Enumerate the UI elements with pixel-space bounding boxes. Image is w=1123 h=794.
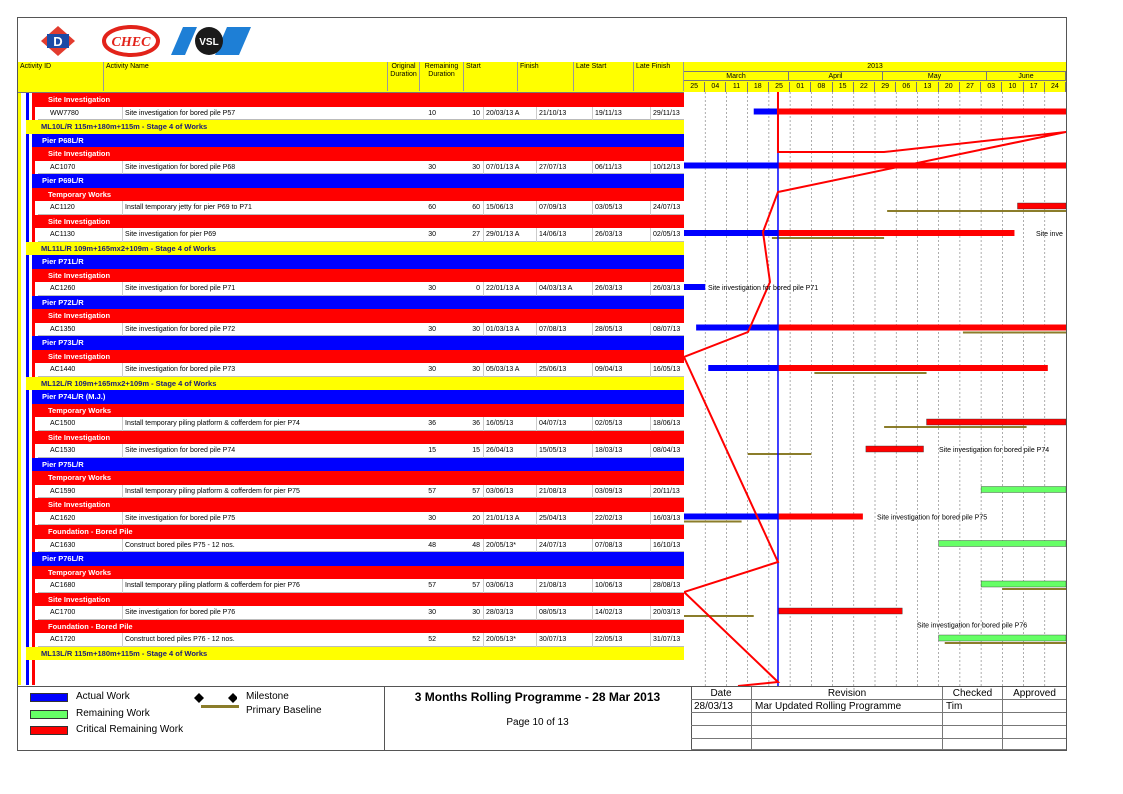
legend-actual-swatch <box>30 693 68 702</box>
activity-id: AC1590 <box>50 487 76 495</box>
col-late-start[interactable]: Late Start <box>574 62 634 91</box>
timescale-week: 13 <box>917 82 938 92</box>
actual-work-bar <box>684 163 778 169</box>
milestone-icon <box>193 693 237 703</box>
activity-id: AC1260 <box>50 285 76 292</box>
critical-work-bar <box>778 365 1048 371</box>
baseline-bar <box>1002 588 1066 590</box>
late-finish: 24/07/13 <box>650 201 705 215</box>
start-date: 20/05/13* <box>483 539 538 553</box>
late-finish: 18/06/13 <box>650 417 705 431</box>
activity-name: Site investigation for bored pile P73 <box>122 363 415 377</box>
late-start: 28/05/13 <box>592 323 651 337</box>
critical-work-bar <box>778 230 1014 236</box>
legend-remaining-label: Remaining Work <box>76 708 150 719</box>
late-start: 26/03/13 <box>592 282 651 296</box>
legend-critical-label: Critical Remaining Work <box>76 724 184 735</box>
rev-cell-empty <box>943 713 1003 726</box>
timescale-week: 29 <box>875 82 896 92</box>
rev-cell-empty <box>1003 726 1066 739</box>
start-date: 16/05/13 <box>483 417 538 431</box>
finish-date: 07/09/13 <box>536 201 593 215</box>
activity-id: AC1130 <box>50 231 75 238</box>
late-finish: 10/12/13 <box>650 161 705 175</box>
late-finish: 29/11/13 <box>650 107 705 121</box>
activity-id: AC1620 <box>50 514 76 522</box>
actual-work-bar <box>684 514 778 520</box>
activity-name: Site investigation for bored pile P57 <box>122 107 415 121</box>
remaining-duration: 15 <box>472 447 480 454</box>
late-start: 19/11/13 <box>592 107 651 121</box>
late-start: 03/09/13 <box>592 485 651 499</box>
wbs-band[interactable]: ML10L/R 115m+180m+115m - Stage 4 of Works <box>26 120 684 134</box>
legend <box>18 686 385 750</box>
remaining-duration: 27 <box>472 231 480 238</box>
late-finish: 02/05/13 <box>650 228 705 242</box>
critical-work-bar <box>778 608 902 614</box>
bar-label: Site investigation for bored pile P74 <box>939 447 1050 454</box>
rev-cell-empty <box>752 713 943 726</box>
timescale-week: 15 <box>833 82 854 92</box>
activity-name: Construct bored piles P76 - 12 nos. <box>122 633 415 647</box>
actual-work-bar <box>708 365 778 371</box>
remaining-work-bar <box>939 541 1066 547</box>
start-date: 20/05/13* <box>483 633 538 647</box>
late-start: 02/05/13 <box>592 417 651 431</box>
wbs-band[interactable]: Temporary Works <box>32 566 684 580</box>
activity-name: Install temporary jetty for pier P69 to P71 <box>122 201 415 215</box>
activity-name: Install temporary piling platform & cofferdem for pier P75 <box>122 485 415 499</box>
finish-date: 30/07/13 <box>536 633 593 647</box>
svg-text:CHEC: CHEC <box>111 35 151 50</box>
legend-remaining-swatch <box>30 710 68 719</box>
start-date: 07/01/13 A <box>483 161 538 175</box>
finish-date: 24/07/13 <box>536 539 593 553</box>
original-duration: 15 <box>428 447 436 454</box>
timescale-week: 27 <box>960 82 981 92</box>
activity-row[interactable] <box>38 201 684 215</box>
remaining-duration: 30 <box>472 366 480 373</box>
activity-row[interactable] <box>38 633 684 647</box>
critical-work-bar <box>778 109 1066 115</box>
wbs-band[interactable]: Site Investigation <box>32 350 684 364</box>
bar-label: Site inve <box>1036 231 1063 238</box>
late-start: 14/02/13 <box>592 606 651 620</box>
wbs-band[interactable]: Foundation - Bored Pile <box>32 525 684 539</box>
timescale-week: 24 <box>1045 82 1066 92</box>
rev-cell-empty <box>1003 713 1066 726</box>
timescale-month: April <box>789 72 883 81</box>
late-finish: 20/03/13 <box>650 606 705 620</box>
d-logo <box>40 25 76 57</box>
rev-header-date: Date <box>691 687 752 700</box>
finish-date: 07/08/13 <box>536 323 593 337</box>
late-start: 26/03/13 <box>592 228 651 242</box>
activity-name: Site investigation for bored pile P75 <box>122 512 415 526</box>
original-duration: 30 <box>428 514 436 522</box>
baseline-bar <box>748 453 812 455</box>
start-date: 20/03/13 A <box>483 107 538 121</box>
late-finish: 31/07/13 <box>650 633 705 647</box>
wbs-band[interactable]: Pier P72L/R <box>32 296 684 310</box>
baseline-bar <box>814 372 926 374</box>
start-date: 03/06/13 <box>483 485 538 499</box>
col-activity-id[interactable]: Activity ID <box>20 62 104 91</box>
wbs-band[interactable]: Pier P74L/R (M.J.) <box>32 390 684 404</box>
activity-name: Site investigation for bored pile P76 <box>122 606 415 620</box>
activity-name: Site investigation for bored pile P68 <box>122 161 415 175</box>
remaining-duration: 60 <box>472 204 480 211</box>
rev-cell-checked: Tim <box>943 700 1003 713</box>
timescale-week: 22 <box>854 82 875 92</box>
wbs-band[interactable]: ML13L/R 115m+180m+115m - Stage 4 of Works <box>26 647 684 661</box>
finish-date: 27/07/13 <box>536 161 593 175</box>
legend-milestone-label: Milestone <box>246 691 289 702</box>
rev-cell-empty <box>752 739 943 750</box>
timescale-week: 03 <box>981 82 1002 92</box>
original-duration: 30 <box>428 609 436 616</box>
late-start: 22/05/13 <box>592 633 651 647</box>
gantt-bars-area <box>684 92 1066 686</box>
remaining-duration: 10 <box>472 109 480 117</box>
original-duration: 57 <box>428 487 436 495</box>
timescale-month: June <box>987 72 1066 81</box>
late-start: 03/05/13 <box>592 201 651 215</box>
timescale-week: 17 <box>1024 82 1045 92</box>
timescale-week: 18 <box>748 82 769 92</box>
critical-work-bar <box>1017 203 1066 209</box>
late-finish: 08/07/13 <box>650 323 705 337</box>
schedule-page <box>17 17 1067 751</box>
rev-cell-empty <box>943 726 1003 739</box>
original-duration: 30 <box>428 285 436 292</box>
wbs-band[interactable]: Site Investigation <box>32 498 684 512</box>
wbs-band[interactable]: Pier P68L/R <box>32 134 684 148</box>
remaining-duration: 52 <box>472 636 480 643</box>
gantt-chart <box>684 62 1066 686</box>
remaining-duration: 0 <box>476 285 480 292</box>
legend-critical-swatch <box>30 726 68 735</box>
critical-work-bar <box>927 419 1066 425</box>
rev-cell-empty <box>691 739 752 750</box>
late-start: 09/04/13 <box>592 363 651 377</box>
critical-work-bar <box>778 514 863 520</box>
col-remaining-duration[interactable]: Remaining Duration <box>420 62 464 91</box>
original-duration: 48 <box>428 541 436 549</box>
original-duration: 30 <box>428 163 436 171</box>
remaining-duration: 36 <box>472 420 480 427</box>
timescale-month: March <box>684 72 789 81</box>
rev-cell-empty <box>752 726 943 739</box>
finish-date: 04/07/13 <box>536 417 593 431</box>
late-finish: 26/03/13 <box>650 282 705 296</box>
original-duration: 10 <box>428 109 436 117</box>
activity-name: Install temporary piling platform & cofferdem for pier P76 <box>122 579 415 593</box>
activity-id: AC1680 <box>50 582 76 589</box>
col-late-finish[interactable]: Late Finish <box>634 62 684 91</box>
remaining-duration: 57 <box>472 582 480 589</box>
baseline-bar <box>945 642 1066 644</box>
activity-row[interactable] <box>38 444 684 458</box>
remaining-duration: 48 <box>472 541 480 549</box>
col-activity-name[interactable]: Activity Name <box>104 62 388 91</box>
actual-work-bar <box>754 109 778 115</box>
legend-actual-label: Actual Work <box>76 691 130 702</box>
activity-id: AC1530 <box>50 447 76 454</box>
chec-logo <box>102 25 160 57</box>
finish-date: 21/08/13 <box>536 579 593 593</box>
finish-date: 08/05/13 <box>536 606 593 620</box>
baseline-icon <box>201 704 239 710</box>
timescale <box>684 62 1066 92</box>
actual-work-bar <box>684 284 705 290</box>
rev-cell-revision: Mar Updated Rolling Programme <box>752 700 943 713</box>
timescale-week: 04 <box>705 82 726 92</box>
wbs-band[interactable]: Pier P71L/R <box>32 255 684 269</box>
timescale-week: 20 <box>939 82 960 92</box>
start-date: 26/04/13 <box>483 444 538 458</box>
critical-work-bar <box>778 163 1066 169</box>
wbs-band[interactable]: Site Investigation <box>32 147 684 161</box>
wbs-band[interactable]: Site Investigation <box>32 309 684 323</box>
late-start: 22/02/13 <box>592 512 651 526</box>
wbs-band[interactable]: Pier P69L/R <box>32 174 684 188</box>
page-number: Page 10 of 13 <box>506 717 569 728</box>
start-date: 21/01/13 A <box>483 512 538 526</box>
finish-date: 15/05/13 <box>536 444 593 458</box>
activity-row[interactable] <box>38 512 684 526</box>
bar-label: Site investigation for bored pile P75 <box>877 514 988 522</box>
rev-cell-empty <box>1003 739 1066 750</box>
activity-table-header <box>18 62 684 93</box>
baseline-bar <box>772 237 884 239</box>
activity-name: Install temporary piling platform & cofferdem for pier P74 <box>122 417 415 431</box>
activity-name: Site investigation for bored pile P72 <box>122 323 415 337</box>
activity-row[interactable] <box>38 417 684 431</box>
wbs-band[interactable]: Foundation - Bored Pile <box>32 620 684 634</box>
start-date: 03/06/13 <box>483 579 538 593</box>
late-finish: 16/05/13 <box>650 363 705 377</box>
activity-id: AC1630 <box>50 541 76 549</box>
late-start: 18/03/13 <box>592 444 651 458</box>
wbs-band[interactable]: Temporary Works <box>32 188 684 202</box>
start-date: 15/06/13 <box>483 201 538 215</box>
wbs-band[interactable]: Temporary Works <box>32 404 684 418</box>
activity-id: AC1070 <box>50 163 76 171</box>
timescale-month: May <box>883 72 987 81</box>
wbs-band[interactable]: Pier P73L/R <box>32 336 684 350</box>
baseline-bar <box>684 521 742 523</box>
svg-text:D: D <box>53 34 63 49</box>
original-duration: 30 <box>428 231 436 238</box>
wbs-band[interactable]: Pier P75L/R <box>32 458 684 472</box>
activity-id: AC1500 <box>50 420 76 427</box>
bar-label: Site investigation for bored pile P71 <box>708 285 819 292</box>
original-duration: 52 <box>428 636 436 643</box>
wbs-band[interactable]: ML11L/R 109m+165mx2+109m - Stage 4 of Works <box>26 242 684 256</box>
page-title: 3 Months Rolling Programme - 28 Mar 2013 <box>414 690 661 704</box>
late-start: 10/06/13 <box>592 579 651 593</box>
rev-header-revision: Revision <box>752 687 943 700</box>
bar-label: Site investigation for bored pile P76 <box>917 622 1028 630</box>
actual-work-bar <box>696 325 778 331</box>
rev-header-approved: Approved <box>1003 687 1066 700</box>
activity-id: AC1120 <box>50 204 75 211</box>
start-date: 29/01/13 A <box>483 228 538 242</box>
svg-text:VSL: VSL <box>199 37 219 48</box>
activity-row[interactable] <box>38 282 684 296</box>
activity-row[interactable] <box>38 579 684 593</box>
critical-work-bar <box>866 446 924 452</box>
activity-id: AC1700 <box>50 609 76 616</box>
rev-cell-empty <box>691 726 752 739</box>
activity-row[interactable] <box>38 107 684 121</box>
col-start[interactable]: Start <box>464 62 518 91</box>
finish-date: 25/04/13 <box>536 512 593 526</box>
title-block <box>384 686 692 750</box>
critical-work-bar <box>778 325 1066 331</box>
remaining-work-bar <box>981 581 1066 587</box>
late-start: 07/08/13 <box>592 539 651 553</box>
remaining-duration: 20 <box>472 514 480 522</box>
timescale-week: 25 <box>684 82 705 92</box>
late-start: 06/11/13 <box>592 161 651 175</box>
late-finish: 28/08/13 <box>650 579 705 593</box>
activity-id: AC1440 <box>50 366 76 373</box>
original-duration: 30 <box>428 366 436 373</box>
remaining-duration: 57 <box>472 487 480 495</box>
revision-table <box>691 686 1066 750</box>
remaining-duration: 30 <box>472 325 480 333</box>
activity-name: Site investigation for bored pile P71 <box>122 282 415 296</box>
start-date: 05/03/13 A <box>483 363 538 377</box>
finish-date: 21/10/13 <box>536 107 593 121</box>
wbs-band[interactable]: Site Investigation <box>32 593 684 607</box>
activity-name: Site investigation for bored pile P74 <box>122 444 415 458</box>
activity-row[interactable] <box>38 606 684 620</box>
start-date: 22/01/13 A <box>483 282 538 296</box>
activity-row[interactable] <box>38 323 684 337</box>
rev-cell-empty <box>691 713 752 726</box>
remaining-work-bar <box>939 635 1066 641</box>
timescale-week: 06 <box>896 82 917 92</box>
timescale-year: 2013 <box>684 62 1066 72</box>
activity-name: Construct bored piles P75 - 12 nos. <box>122 539 415 553</box>
start-date: 01/03/13 A <box>483 323 538 337</box>
activity-row[interactable] <box>38 485 684 499</box>
finish-date: 21/08/13 <box>536 485 593 499</box>
late-finish: 16/10/13 <box>650 539 705 553</box>
timescale-week: 01 <box>790 82 811 92</box>
rev-cell-date: 28/03/13 <box>691 700 752 713</box>
timescale-week: 25 <box>769 82 790 92</box>
remaining-duration: 30 <box>472 163 480 171</box>
wbs-band[interactable]: Temporary Works <box>32 471 684 485</box>
finish-date: 25/06/13 <box>536 363 593 377</box>
finish-date: 14/06/13 <box>536 228 593 242</box>
original-duration: 60 <box>428 204 436 211</box>
wbs-band[interactable]: Site Investigation <box>32 431 684 445</box>
activity-row[interactable] <box>38 539 684 553</box>
start-date: 28/03/13 <box>483 606 538 620</box>
wbs-band[interactable]: Site Investigation <box>32 93 684 107</box>
original-duration: 57 <box>428 582 436 589</box>
late-finish: 20/11/13 <box>650 485 705 499</box>
wbs-band[interactable]: ML12L/R 109m+165mx2+109m - Stage 4 of Works <box>26 377 684 391</box>
baseline-bar <box>963 332 1066 334</box>
late-finish: 08/04/13 <box>650 444 705 458</box>
wbs-band[interactable]: Site Investigation <box>32 269 684 283</box>
activity-row[interactable] <box>38 161 684 175</box>
timescale-week: 10 <box>1002 82 1023 92</box>
wbs-band[interactable]: Pier P76L/R <box>32 552 684 566</box>
remaining-duration: 30 <box>472 609 480 616</box>
rev-header-checked: Checked <box>943 687 1003 700</box>
original-duration: 30 <box>428 325 436 333</box>
original-duration: 36 <box>428 420 436 427</box>
wbs-band[interactable]: Site Investigation <box>32 215 684 229</box>
timescale-week: 08 <box>811 82 832 92</box>
legend-baseline-label: Primary Baseline <box>246 705 322 716</box>
activity-row[interactable] <box>38 228 684 242</box>
activity-id: AC1720 <box>50 636 76 643</box>
activity-name: Site investigation for pier P69 <box>122 228 415 242</box>
rev-cell-empty <box>943 739 1003 750</box>
baseline-bar <box>684 615 754 617</box>
vsl-logo <box>171 25 251 57</box>
timescale-week: 11 <box>726 82 747 92</box>
baseline-bar <box>884 426 1026 428</box>
rev-cell-approved <box>1003 700 1066 713</box>
finish-date: 04/03/13 A <box>536 282 593 296</box>
activity-id: AC1350 <box>50 325 76 333</box>
remaining-work-bar <box>981 487 1066 493</box>
late-finish: 16/03/13 <box>650 512 705 526</box>
activity-id: WW7780 <box>50 109 79 117</box>
col-finish[interactable]: Finish <box>518 62 574 91</box>
activity-row[interactable] <box>38 363 684 377</box>
col-original-duration[interactable]: Original Duration <box>388 62 420 91</box>
baseline-bar <box>887 210 1066 212</box>
